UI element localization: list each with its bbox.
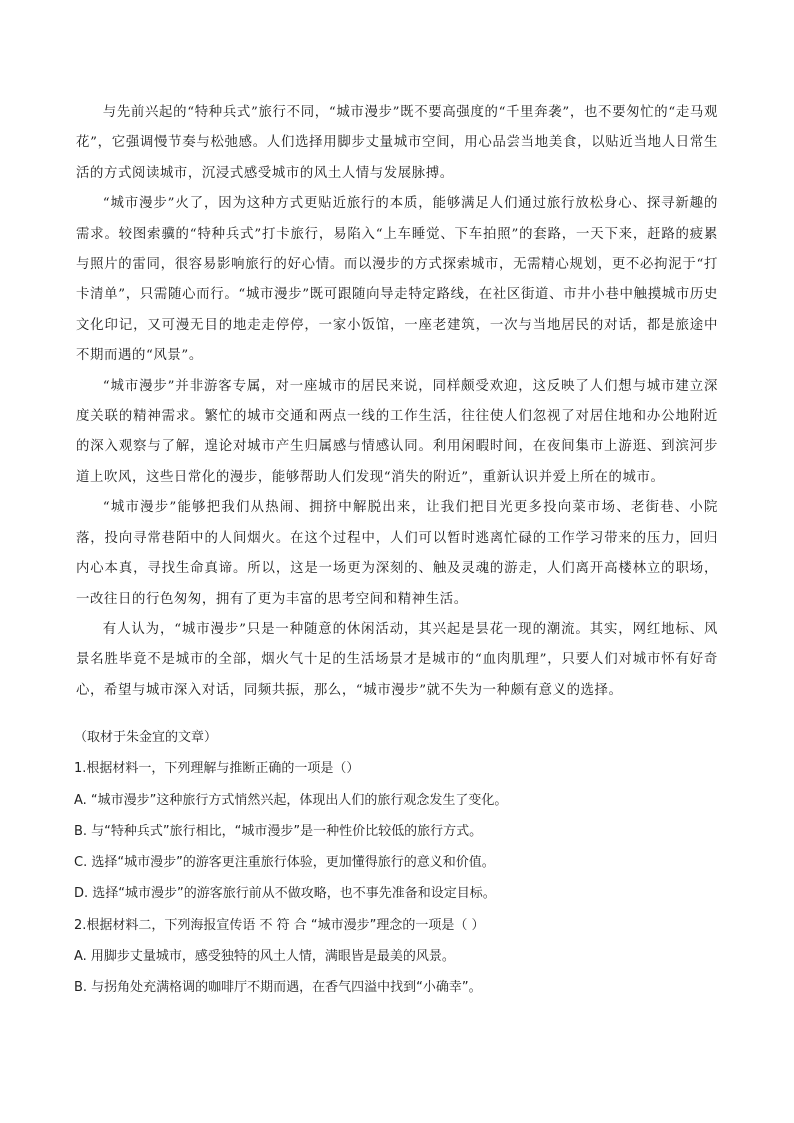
question-1-option-d: D. 选择“城市漫步”的游客旅行前从不做攻略，也不事先准备和设定目标。 — [74, 886, 496, 902]
passage-paragraph-1: 与先前兴起的“特种兵式”旅行不同，“城市漫步”既不要高强度的“千里奔袭”，也不要匆忙的“走马观花”，它强调慢节奏与松弛感。人们选择用脚步丈量城市空间，用心品尝当地美食，以贴近当地人日常生活的方式阅读城市，沉浸式感受城市的风土人情与发展脉搏。 — [76, 105, 718, 181]
question-1-stem: 1.根据材料一，下列理解与推断正确的一项是（） — [74, 761, 360, 777]
question-1-option-c: C. 选择“城市漫步”的游客更注重旅行体验，更加懂得旅行的意义和价值。 — [74, 855, 495, 871]
question-2-option-b: B. 与拐角处充满格调的咖啡厅不期而遇，在香气四溢中找到“小确幸”。 — [74, 980, 482, 996]
reading-passage — [76, 98, 718, 706]
question-1-option-a: A. “城市漫步”这种旅行方式悄然兴起，体现出人们的旅行观念发生了变化。 — [74, 792, 508, 808]
passage-paragraph-2: “城市漫步”火了，因为这种方式更贴近旅行的本质，能够满足人们通过旅行放松身心、探寻新趣的需求。较图索骥的“特种兵式”打卡旅行，易陷入“上车睡觉、下车拍照”的套路，一天下来，赶路的疲累与照片的雷同，很容易影响旅行的好心情。而以漫步的方式探索城市，无需精心规划，更不必拘泥于“打卡清单”，只需随心而行。“城市漫步”既可跟随向导走特定路线，在社区街道、市井小巷中触摸城市历史文化印记，又可漫无目的地走走停停，一家小饭馆，一座老建筑，一次与当地居民的对话，都是旅途中不期而遇的“风景”。 — [76, 196, 718, 364]
question-section — [74, 722, 724, 1004]
passage-paragraph-4: “城市漫步”能够把我们从热闹、拥挤中解脱出来，让我们把目光更多投向菜市场、老街巷、小院落，投向寻常巷陌中的人间烟火。在这个过程中，人们可以暂时逃离忙碌的工作学习带来的压力，回归内心本真，寻找生命真谛。所以，这是一场更为深刻的、触及灵魂的游走，人们离开高楼林立的职场，一改往日的行色匆匆，拥有了更为丰富的思考空间和精神生活。 — [76, 500, 718, 607]
passage-paragraph-3: “城市漫步”并非游客专属，对一座城市的居民来说，同样颇受欢迎，这反映了人们想与城市建立深度关联的精神需求。繁忙的城市交通和两点一线的工作生活，往往使人们忽视了对居住地和办公地附近的深入观察与了解，遑论对城市产生归属感与情感认同。利用闲暇时间，在夜间集市上游逛、到滨河步道上吹风，这些日常化的漫步，能够帮助人们发现“消失的附近”，重新认识并爱上所在的城市。 — [76, 378, 718, 485]
question-2-option-a: A. 用脚步丈量城市，感受独特的风土人情，满眼皆是最美的风景。 — [74, 949, 455, 965]
question-1-option-b: B. 与“特种兵式”旅行相比，“城市漫步”是一种性价比较低的旅行方式。 — [74, 823, 483, 839]
question-2-stem: 2.根据材料二，下列海报宣传语 不 符 合 “城市漫步”理念的一项是（ ） — [74, 917, 485, 933]
passage-paragraph-5: 有人认为，“城市漫步”只是一种随意的休闲活动，其兴起是昙花一现的潮流。其实，网红地标、风景名胜毕竟不是城市的全部，烟火气十足的生活场景才是城市的“血肉肌理”，只要人们对城市怀有好奇心，希望与城市深入对话，同频共振，那么，“城市漫步”就不失为一种颇有意义的选择。 — [76, 621, 718, 698]
source-note: （取材于朱金宜的文章） — [74, 730, 218, 745]
